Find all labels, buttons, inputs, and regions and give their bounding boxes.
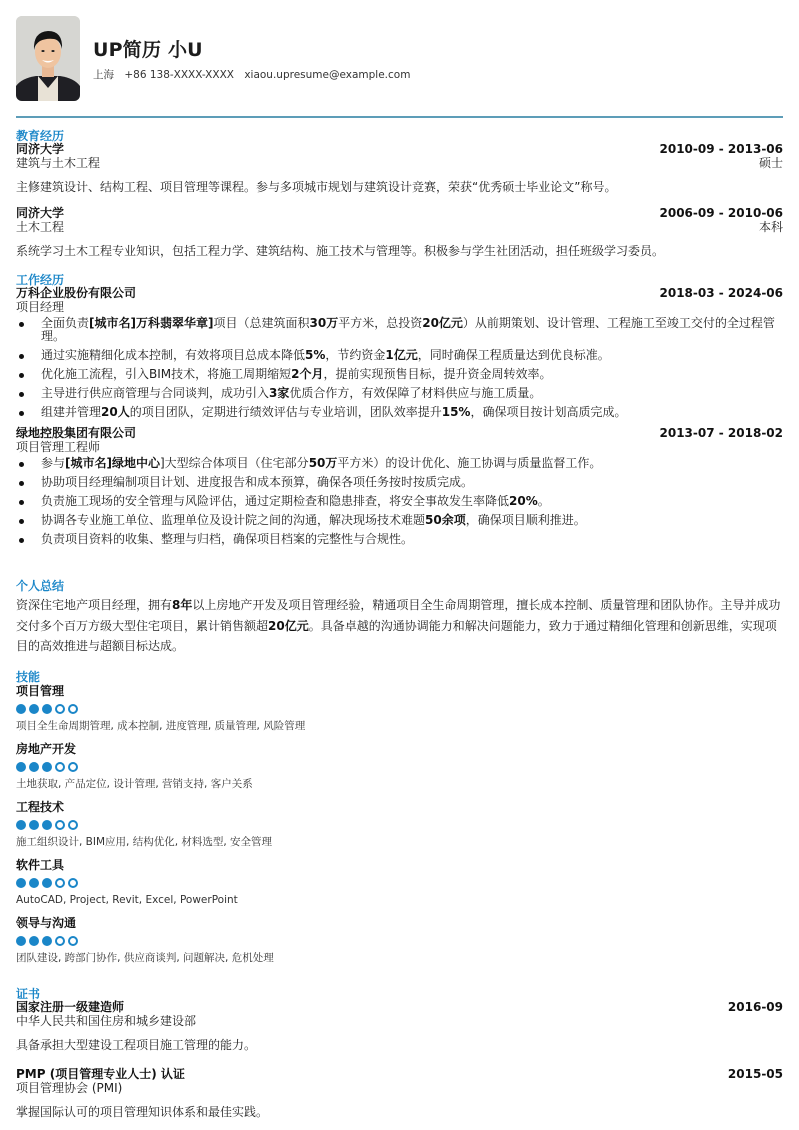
skills-list <box>16 684 783 965</box>
text-run: ，同时确保工程质量达到优良标准。 <box>417 348 610 362</box>
empty-dot-icon <box>68 936 78 946</box>
bullet-item <box>16 368 783 381</box>
empty-dot-icon <box>68 878 78 888</box>
filled-dot-icon <box>29 878 39 888</box>
school-name: 同济大学 <box>16 206 65 220</box>
section-title-summary: 个人总结 <box>16 579 65 593</box>
section-title-skills: 技能 <box>16 670 41 684</box>
text-run: 主导进行供应商管理与合同谈判，成功引入 <box>41 386 270 400</box>
resume-page <box>16 0 783 1119</box>
skill-item <box>16 684 783 733</box>
education-date: 2006-09 - 2010-06 <box>659 206 783 220</box>
text-run: 负责施工现场的安全管理与风险评估，通过定期检查和隐患排查，将安全事故发生率降低 <box>41 494 510 508</box>
section-title-work: 工作经历 <box>16 273 65 287</box>
resume-header <box>16 0 783 117</box>
highlight-text: 5% <box>305 348 326 362</box>
text-run: ，提前实现预售目标，提升资金周转效率。 <box>323 367 552 381</box>
skill-name: 房地产开发 <box>16 742 77 756</box>
certificate-name: PMP (项目管理专业人士) 认证 <box>16 1067 185 1081</box>
filled-dot-icon <box>29 704 39 714</box>
header-divider <box>16 116 783 118</box>
text-run: 资深住宅地产项目经理，拥有 <box>16 598 173 612</box>
skill-item <box>16 800 783 849</box>
work-date: 2018-03 - 2024-06 <box>659 286 783 300</box>
certificates-section <box>16 988 783 1120</box>
skill-keywords: 施工组织设计, BIM应用, 结构优化, 材料选型, 安全管理 <box>16 836 273 848</box>
empty-dot-icon <box>68 820 78 830</box>
text-run: 协助项目经理编制项目计划、进度报告和成本预算，确保各项任务按时按质完成。 <box>41 475 474 489</box>
education-date: 2010-09 - 2013-06 <box>659 142 783 156</box>
work-entry <box>16 427 783 546</box>
text-run: 项目（总建筑面积 <box>213 316 310 330</box>
skill-keywords: 项目全生命周期管理, 成本控制, 进度管理, 质量管理, 风险管理 <box>16 720 306 732</box>
phone-text: +86 138-XXXX-XXXX <box>124 69 234 81</box>
certificate-name: 国家注册一级建造师 <box>16 1000 125 1014</box>
summary-text <box>16 595 783 657</box>
work-section <box>16 274 783 552</box>
filled-dot-icon <box>42 936 52 946</box>
section-title-education: 教育经历 <box>16 129 65 143</box>
filled-dot-icon <box>16 820 26 830</box>
text-run: 优质合作方，有效保障了材料供应与施工质量。 <box>289 386 542 400</box>
skill-level-rating <box>16 878 783 888</box>
certificate-date: 2016-09 <box>727 1000 783 1014</box>
location-text: 上海 <box>93 69 114 81</box>
skill-name: 软件工具 <box>16 858 65 872</box>
profile-photo <box>16 16 80 101</box>
text-run: 。具备卓越的沟通协调能力和解决问题能力，致力于通过精细化管理和创新思维，实现项目的高效推进与超额目标达成。 <box>16 618 777 653</box>
education-section <box>16 130 783 259</box>
bullet-item <box>16 476 783 489</box>
empty-dot-icon <box>55 936 65 946</box>
highlight-text: 8年 <box>172 598 193 612</box>
text-run: ，节约资金 <box>325 348 386 362</box>
text-run: 平方米，总投资 <box>338 316 423 330</box>
bullet-item <box>16 533 783 546</box>
filled-dot-icon <box>16 878 26 888</box>
filled-dot-icon <box>42 820 52 830</box>
text-run: 平方米）的设计优化、施工协调与质量监督工作。 <box>337 456 602 470</box>
certificate-issuer: 项目管理协会 (PMI) <box>16 1081 123 1095</box>
highlight-text: 20人 <box>101 405 130 419</box>
text-run: ]大型综合体项目（住宅部分 <box>160 456 309 470</box>
company-name: 绿地控股集团有限公司 <box>16 426 137 440</box>
contact-line <box>93 67 417 82</box>
section-title-certificates: 证书 <box>16 987 41 1001</box>
highlight-text: 2个月 <box>291 367 324 381</box>
text-run: ，确保项目顺利推进。 <box>465 513 586 527</box>
work-date: 2013-07 - 2018-02 <box>659 426 783 440</box>
bullet-item <box>16 495 783 508</box>
skill-name: 工程技术 <box>16 800 65 814</box>
skill-item <box>16 742 783 791</box>
major-text: 土木工程 <box>16 220 65 234</box>
highlight-text: 50万 <box>308 456 338 470</box>
highlight-text: [城市名]万科翡翠华章] <box>89 316 214 330</box>
text-run: 协调各专业施工单位、监理单位及设计院之间的沟通，解决现场技术难题 <box>41 513 426 527</box>
filled-dot-icon <box>42 762 52 772</box>
work-bullets <box>16 317 783 419</box>
education-description: 主修建筑设计、结构工程、项目管理等课程。参与多项城市规划与建筑设计竞赛，荣获“优秀硕士毕业论文”称号。 <box>16 180 617 194</box>
certificate-entry <box>16 1001 783 1053</box>
certificate-date: 2015-05 <box>727 1067 783 1081</box>
skill-keywords: AutoCAD, Project, Revit, Excel, PowerPoint <box>16 894 238 906</box>
bullet-item <box>16 406 783 419</box>
text-run: 负责项目资料的收集、整理与归档，确保项目档案的完整性与合规性。 <box>41 532 414 546</box>
filled-dot-icon <box>16 936 26 946</box>
certificate-entry <box>16 1068 783 1120</box>
candidate-name: UP简历 小U <box>93 39 203 61</box>
highlight-text: 15% <box>441 405 471 419</box>
school-name: 同济大学 <box>16 142 65 156</box>
skill-level-rating <box>16 820 783 830</box>
education-entry <box>16 143 783 195</box>
highlight-text: 20% <box>509 494 538 508</box>
degree-text: 硕士 <box>758 156 783 170</box>
highlight-text: 30万 <box>309 316 339 330</box>
empty-dot-icon <box>55 820 65 830</box>
text-run: 以上房地产开发及项目管理经验，精通项目全生命周期管理，擅长成本控制、质量管理和团队协作。主导并成功交付多个百万方级大型住宅项目，累计销售额超 <box>16 598 781 633</box>
skill-level-rating <box>16 936 783 946</box>
text-run: 。 <box>537 494 550 508</box>
job-role: 项目经理 <box>16 300 65 314</box>
email-link[interactable]: xiaou.upresume@example.com <box>244 69 411 81</box>
filled-dot-icon <box>29 820 39 830</box>
filled-dot-icon <box>42 878 52 888</box>
filled-dot-icon <box>16 704 26 714</box>
skill-name: 项目管理 <box>16 684 65 698</box>
bullet-item <box>16 514 783 527</box>
bullet-item <box>16 349 783 362</box>
skill-item <box>16 916 783 965</box>
highlight-text: 50余项 <box>425 513 466 527</box>
text-run: 参与 <box>41 456 66 470</box>
text-run: 优化施工流程，引入BIM技术，将施工周期缩短 <box>41 367 292 381</box>
work-entry <box>16 287 783 419</box>
bullet-item <box>16 457 783 470</box>
skill-name: 领导与沟通 <box>16 916 77 930</box>
highlight-text: 3家 <box>269 386 290 400</box>
job-role: 项目管理工程师 <box>16 440 101 454</box>
certificate-issuer: 中华人民共和国住房和城乡建设部 <box>16 1014 197 1028</box>
company-name: 万科企业股份有限公司 <box>16 286 137 300</box>
summary-section <box>16 580 783 657</box>
text-run: ）从前期策划、设计管理、工程施工至竣工交付的全过程管理。 <box>41 316 775 343</box>
skill-level-rating <box>16 762 783 772</box>
filled-dot-icon <box>29 936 39 946</box>
work-bullets <box>16 457 783 546</box>
text-run: ，确保项目按计划高质完成。 <box>470 405 627 419</box>
bullet-item <box>16 317 783 343</box>
skill-keywords: 土地获取, 产品定位, 设计管理, 营销支持, 客户关系 <box>16 778 253 790</box>
highlight-text: 20亿元 <box>268 618 309 633</box>
text-run: 通过实施精细化成本控制，有效将项目总成本降低 <box>41 348 306 362</box>
filled-dot-icon <box>42 704 52 714</box>
filled-dot-icon <box>16 762 26 772</box>
empty-dot-icon <box>68 704 78 714</box>
highlight-text: 1亿元 <box>385 348 418 362</box>
major-text: 建筑与土木工程 <box>16 156 101 170</box>
education-entry <box>16 207 783 259</box>
text-run: 全面负责 <box>41 316 90 330</box>
text-run: 的项目团队，定期进行绩效评估与专业培训，团队效率提升 <box>129 405 442 419</box>
bullet-item <box>16 387 783 400</box>
highlight-text: [城市名]绿地中心 <box>65 456 160 470</box>
skill-item <box>16 858 783 907</box>
certificate-description: 具备承担大型建设工程项目施工管理的能力。 <box>16 1038 257 1052</box>
skill-keywords: 团队建设, 跨部门协作, 供应商谈判, 问题解决, 危机处理 <box>16 952 274 964</box>
empty-dot-icon <box>55 704 65 714</box>
empty-dot-icon <box>55 762 65 772</box>
person-portrait-icon <box>16 16 80 101</box>
empty-dot-icon <box>68 762 78 772</box>
education-description: 系统学习土木工程专业知识，包括工程力学、建筑结构、施工技术与管理等。积极参与学生社团活动，担任班级学习委员。 <box>16 244 665 258</box>
empty-dot-icon <box>55 878 65 888</box>
skills-section <box>16 671 783 965</box>
highlight-text: 20亿元 <box>422 316 463 330</box>
degree-text: 本科 <box>758 220 783 234</box>
text-run: 组建并管理 <box>41 405 102 419</box>
certificate-description: 掌握国际认可的项目管理知识体系和最佳实践。 <box>16 1105 269 1119</box>
skill-level-rating <box>16 704 783 714</box>
filled-dot-icon <box>29 762 39 772</box>
